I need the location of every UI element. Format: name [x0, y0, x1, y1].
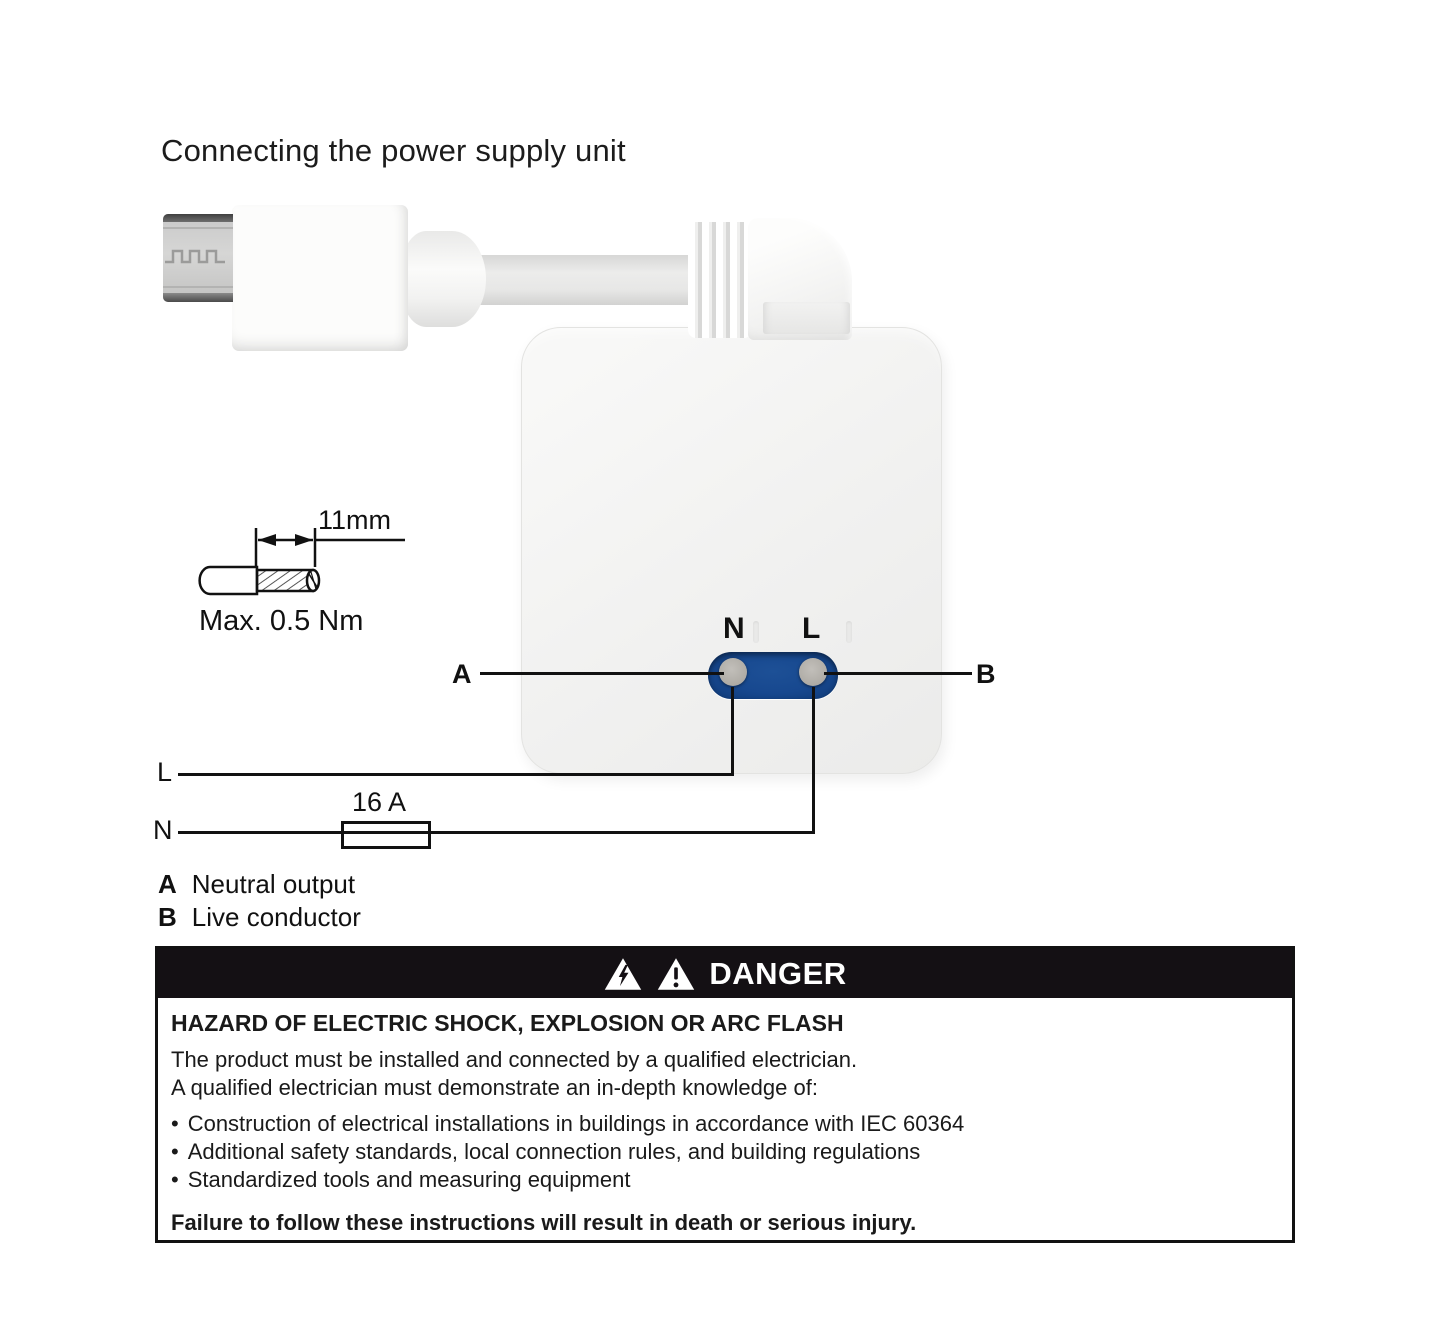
- callout-a-line: [480, 672, 724, 675]
- bullet-text: Additional safety standards, local connection rules, and building regulations: [187, 1139, 921, 1164]
- l-wire: [178, 773, 734, 776]
- torque-label: Max. 0.5 Nm: [199, 605, 364, 637]
- danger-paragraph: [171, 1046, 1274, 1102]
- danger-bullet-list: [171, 1110, 1274, 1194]
- cable-gland: [763, 302, 850, 334]
- plug-strain-taper: [400, 231, 486, 327]
- danger-title: DANGER: [709, 955, 847, 991]
- bullet-icon: •: [171, 1167, 179, 1192]
- bullet-icon: •: [171, 1111, 179, 1136]
- power-cable: [468, 255, 703, 305]
- cable-strain-relief: [688, 222, 752, 338]
- list-item: [171, 1166, 1274, 1194]
- bullet-text: Construction of electrical installations in buildings in accordance with IEC 60364: [187, 1111, 965, 1136]
- danger-heading: HAZARD OF ELECTRIC SHOCK, EXPLOSION OR ARC FLASH: [171, 1010, 844, 1036]
- legend: [158, 868, 361, 934]
- danger-body: [158, 998, 1292, 1236]
- legend-item-b: [158, 901, 361, 934]
- page-title: Connecting the power supply unit: [161, 133, 626, 168]
- case-slot-mark: [846, 621, 852, 643]
- bullet-text: Standardized tools and measuring equipment: [187, 1167, 631, 1192]
- l-wire-label: L: [157, 757, 173, 787]
- legend-item-a: [158, 868, 361, 901]
- danger-header: [158, 949, 1292, 998]
- legend-key-b: B: [158, 902, 177, 932]
- electrical-hazard-triangle-icon: [603, 957, 643, 991]
- danger-para-line-2: A qualified electrician must demonstrate an in-depth knowledge of:: [171, 1075, 818, 1100]
- connector-spring-contacts: [163, 214, 233, 302]
- danger-failure-statement: Failure to follow these instructions will result in death or serious injury.: [171, 1210, 917, 1235]
- warning-triangle-icon: [656, 957, 696, 991]
- terminal-l-label: L: [802, 612, 821, 645]
- n-wire: [178, 831, 815, 834]
- n-wire-drop: [812, 687, 815, 834]
- n-wire-label: N: [153, 815, 173, 845]
- callout-b-label: B: [976, 659, 996, 689]
- danger-para-line-1: The product must be installed and connected by a qualified electrician.: [171, 1047, 858, 1072]
- usb-c-plug-body: [232, 205, 408, 351]
- bullet-icon: •: [171, 1139, 179, 1164]
- connector-seam: [163, 286, 233, 288]
- fuse-symbol: [341, 821, 431, 849]
- legend-key-a: A: [158, 869, 177, 899]
- usb-c-connector-icon: [163, 214, 233, 302]
- strip-length-label: 11mm: [318, 505, 392, 535]
- legend-label-b: Live conductor: [191, 902, 361, 932]
- connector-bottom-edge: [163, 293, 233, 302]
- callout-b-line: [824, 672, 972, 675]
- terminal-n-label: N: [723, 612, 745, 645]
- legend-label-a: Neutral output: [191, 869, 356, 899]
- callout-a-label: A: [452, 659, 472, 689]
- case-slot-mark: [753, 621, 759, 643]
- terminal-l-screw: [799, 658, 827, 686]
- l-wire-drop: [731, 687, 734, 776]
- fuse-rating-label: 16 A: [352, 787, 407, 817]
- list-item: [171, 1138, 1274, 1166]
- list-item: [171, 1110, 1274, 1138]
- danger-notice: [155, 946, 1295, 1243]
